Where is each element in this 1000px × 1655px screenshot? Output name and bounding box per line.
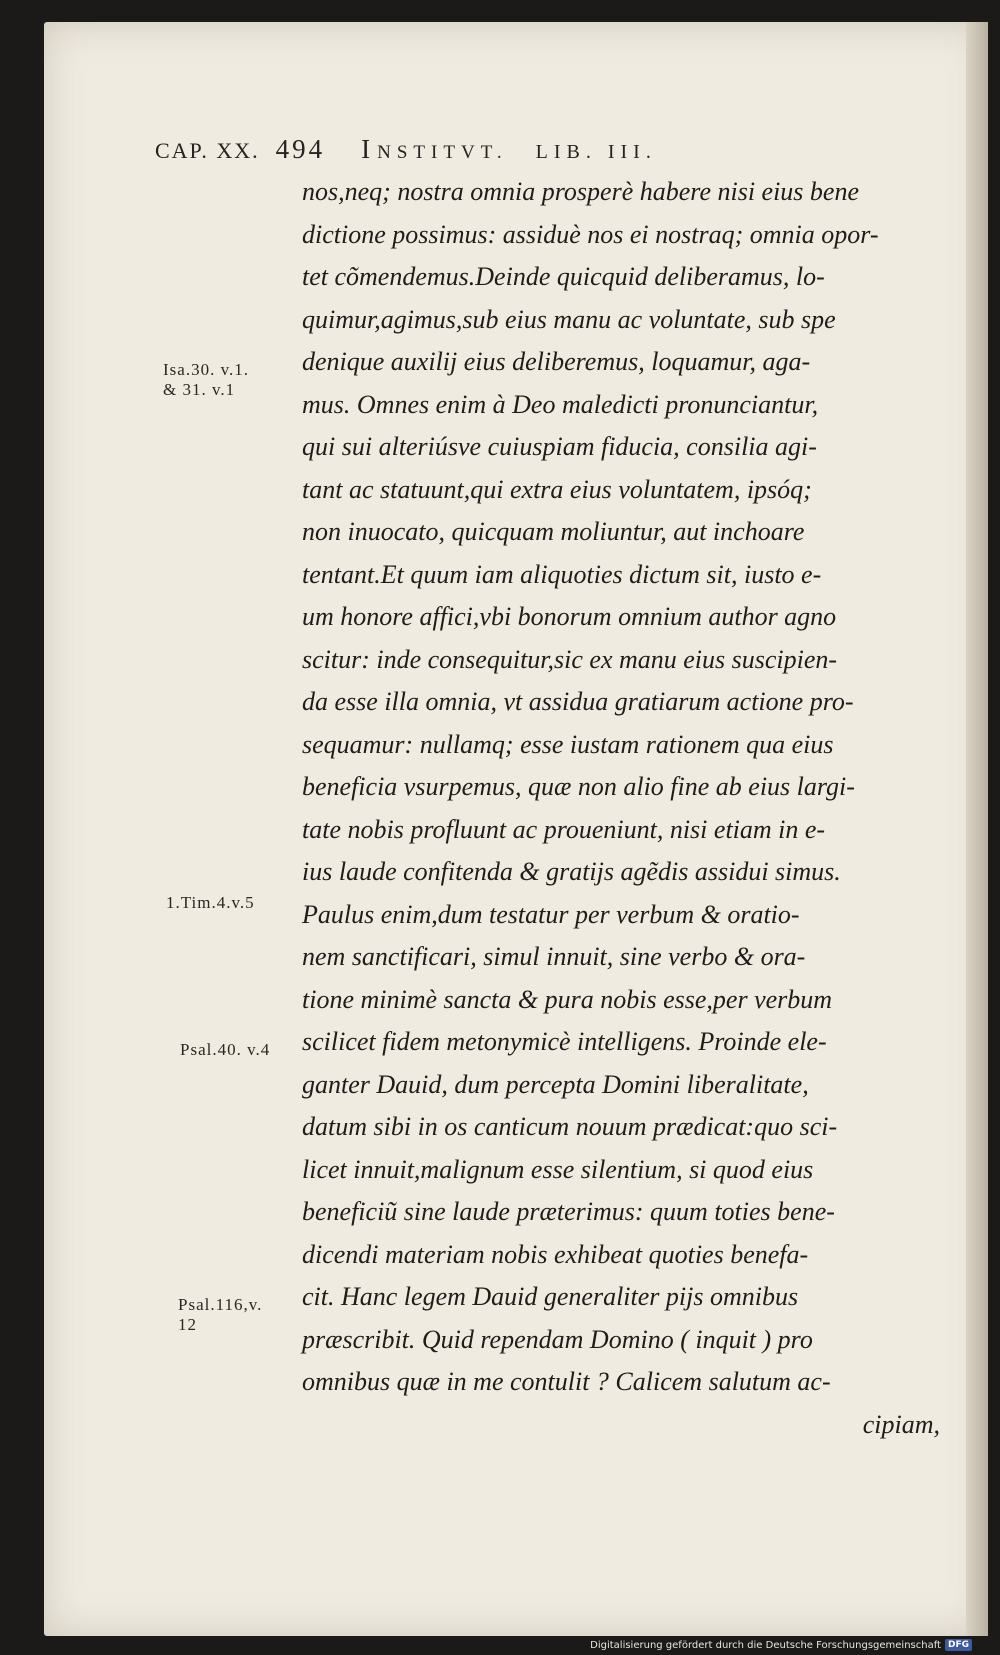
- text-line: Paulus enim,dum testatur per verbum & oratio-: [302, 899, 800, 929]
- text-line: dicendi materiam nobis exhibeat quoties benefa-: [302, 1239, 809, 1269]
- text-line: scilicet fidem metonymicè intelligens. Proinde ele-: [302, 1027, 827, 1056]
- text-line: datum sibi in os canticum nouum prædicat:quo sci-: [302, 1112, 838, 1141]
- margin-note-isaiah: Isa.30. v.1. & 31. v.1: [163, 360, 249, 399]
- margin-note-psalm-116: Psal.116,v. 12: [178, 1295, 263, 1334]
- text-line: sequamur: nullamq; esse iustam rationem qua eius: [302, 729, 834, 759]
- text-line: tet cõmendemus.Deinde quicquid deliberamus, lo-: [302, 262, 825, 291]
- margin-note-psalm-40: Psal.40. v.4: [180, 1040, 271, 1059]
- text-line: um honore affici,vbi bonorum omnium author agno: [302, 602, 837, 631]
- text-line: licet innuit,malignum esse silentium, si quod eius: [302, 1154, 814, 1184]
- digitization-credit: [590, 1639, 972, 1651]
- running-title: INSTITVT.: [361, 134, 508, 164]
- text-line: ganter Dauid, dum percepta Domini liberalitate,: [302, 1069, 809, 1099]
- text-line: scitur: inde consequitur,sic ex manu eius suscipien-: [302, 644, 838, 674]
- page-number: 494: [275, 134, 326, 164]
- text-line: mus. Omnes enim à Deo maledicti pronunciantur,: [302, 389, 819, 419]
- text-line: non inuocato, quicquam moliuntur, aut inchoare: [302, 517, 805, 546]
- text-line: præscribit. Quid rependam Domino ( inquit ) pro: [302, 1324, 813, 1354]
- text-line: qui sui alteriúsve cuiuspiam fiducia, consilia agi-: [302, 432, 817, 461]
- text-line: beneficia vsurpemus, quæ non alio fine ab eius largi-: [302, 772, 855, 801]
- chapter-label: CAP. XX.: [155, 138, 260, 163]
- body-text: [302, 171, 968, 1446]
- text-line: da esse illa omnia, vt assidua gratiarum actione pro-: [302, 687, 854, 716]
- text-line: denique auxilij eius deliberemus, loquamur, aga-: [302, 347, 811, 376]
- text-line: ius laude confitenda & gratijs agẽdis assidui simus.: [302, 857, 841, 886]
- page-spine-edge: [966, 22, 988, 1636]
- text-line: nem sanctificari, simul innuit, sine verbo & ora-: [302, 942, 806, 971]
- text-line: tentant.Et quum iam aliquoties dictum sit, iusto e-: [302, 559, 822, 589]
- credit-text: Digitalisierung gefördert durch die Deutsche Forschungsgemeinschaft: [590, 1639, 941, 1651]
- text-line: tate nobis profluunt ac proueniunt, nisi etiam in e-: [302, 814, 826, 844]
- text-line: omnibus quæ in me contulit ? Calicem salutum ac-: [302, 1367, 831, 1396]
- margin-note-timothy: 1.Tim.4.v.5: [166, 893, 255, 912]
- text-line: beneficiũ sine laude præterimus: quum toties bene-: [302, 1197, 835, 1226]
- dfg-logo: DFG: [945, 1639, 972, 1651]
- text-line: tione minimè sancta & pura nobis esse,per verbum: [302, 984, 833, 1014]
- text-line: dictione possimus: assiduè nos ei nostraq; omnia opor-: [302, 219, 879, 249]
- catchword: cipiam,: [862, 1409, 940, 1439]
- book-label: LIB. III.: [535, 141, 657, 163]
- running-header: [155, 134, 795, 166]
- text-line: cit. Hanc legem Dauid generaliter pijs omnibus: [302, 1282, 799, 1311]
- text-line: tant ac statuunt,qui extra eius voluntatem, ipsóq;: [302, 474, 812, 504]
- text-line: quimur,agimus,sub eius manu ac voluntate, sub spe: [302, 304, 836, 334]
- text-line: nos,neq; nostra omnia prosperè habere nisi eius bene: [302, 177, 860, 206]
